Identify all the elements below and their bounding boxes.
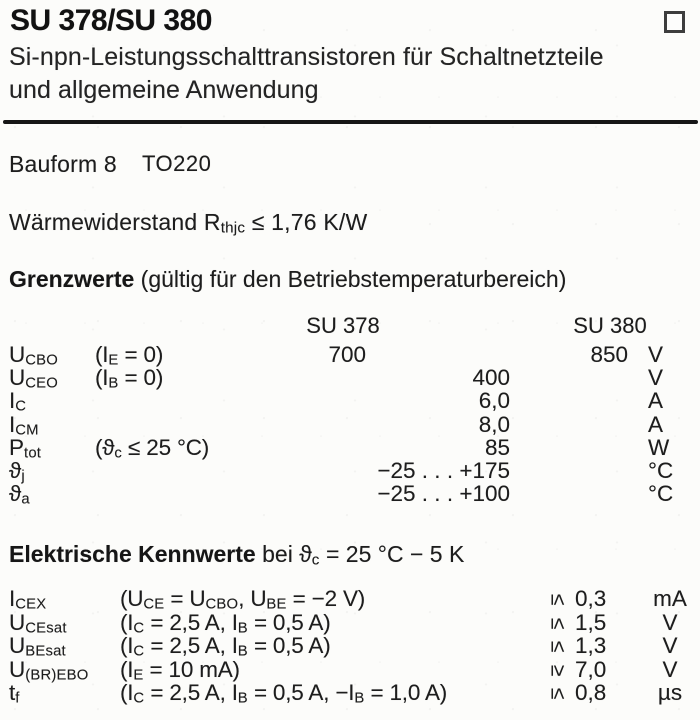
column-header-su378: SU 378 — [306, 313, 380, 338]
subtitle-line-2: und allgemeine Anwendung — [9, 76, 319, 104]
shared-value: −25 . . . +100 — [377, 481, 510, 507]
test-condition: (ϑc ≤ 25 °C) — [95, 434, 210, 462]
limits-section-heading — [9, 266, 566, 293]
limits-table-row — [0, 481, 700, 508]
limit-value: 1,3 — [575, 633, 607, 658]
parameter-symbol: ϑa — [9, 481, 30, 508]
relation-symbol — [545, 634, 571, 658]
package-type: TO220 — [142, 151, 212, 176]
page-title: SU 378/SU 380 — [10, 4, 212, 37]
relation-symbol — [545, 587, 571, 611]
limits-table-row — [0, 413, 700, 436]
parameter-symbol: Ptot — [9, 434, 42, 462]
limits-heading-bold: Grenzwerte — [9, 266, 135, 292]
limits-heading-rest: (gültig für den Betriebstemperaturbereich) — [134, 266, 567, 292]
parameter-symbol: ICM — [9, 411, 39, 438]
parameter-symbol: ϑj — [9, 458, 25, 485]
shared-value: −25 . . . +175 — [377, 458, 510, 483]
unit-cell: V — [648, 342, 664, 367]
unit-cell: mA — [653, 586, 687, 611]
limit-value: 0,8 — [575, 680, 607, 705]
unit-cell: V — [648, 365, 664, 391]
horizontal-rule — [3, 120, 698, 124]
unit-cell: °C — [648, 458, 674, 483]
corner-square-icon — [664, 11, 685, 33]
limits-table-row — [0, 458, 700, 485]
su380-value: 850 — [590, 342, 628, 367]
relation-symbol — [545, 681, 571, 705]
parameter-symbol: UBEsat — [9, 633, 66, 660]
electrical-table-row — [0, 633, 700, 660]
electrical-heading-bold: Elektrische Kennwerte — [9, 541, 256, 567]
limits-table-row — [0, 434, 700, 462]
limit-value: 0,3 — [575, 586, 607, 611]
su378-value: 700 — [328, 342, 366, 367]
unit-cell: V — [662, 656, 678, 682]
less-equal-icon: ≤ — [546, 687, 570, 700]
relation-symbol — [545, 658, 571, 682]
electrical-heading-rest: bei ϑc = 25 °C − 5 K — [255, 541, 465, 569]
test-condition: (IE = 10 mA) — [120, 656, 240, 683]
unit-cell: A — [648, 411, 664, 437]
parameter-symbol: UCBO — [9, 342, 59, 369]
thermal-resistance-line: Wärmewiderstand Rthjc ≤ 1,76 K/W — [9, 209, 368, 237]
unit-cell: V — [662, 633, 678, 658]
test-condition: (IE = 0) — [95, 342, 164, 369]
less-equal-icon: ≤ — [546, 617, 570, 629]
test-condition: (IC = 2,5 A, IB = 0,5 A) — [120, 609, 331, 636]
unit-cell: A — [648, 388, 664, 414]
shared-value: 400 — [472, 365, 510, 391]
package-line — [9, 151, 212, 178]
relation-symbol — [545, 611, 571, 635]
electrical-table-row — [0, 611, 700, 634]
test-condition: (IC = 2,5 A, IB = 0,5 A, −IB = 1,0 A) — [120, 680, 448, 707]
parameter-symbol: UCEO — [9, 365, 59, 392]
parameter-symbol: ICEX — [9, 586, 47, 613]
parameter-symbol: U(BR)EBO — [9, 656, 89, 683]
bauform-label: Bauform 8 — [9, 151, 117, 177]
greater-equal-icon: ≥ — [546, 664, 570, 676]
parameter-symbol: IC — [9, 388, 27, 415]
shared-value: 6,0 — [478, 388, 510, 414]
shared-value: 8,0 — [478, 411, 510, 437]
electrical-table-row — [0, 658, 700, 681]
limit-value: 1,5 — [575, 609, 607, 635]
limits-table-row — [0, 342, 700, 369]
subtitle-line-1: Si-npn-Leistungsschalttransistoren für Schaltnetzteile — [9, 43, 604, 71]
unit-cell: µs — [657, 680, 683, 705]
test-condition: (UCE = UCBO, UBE = −2 V) — [120, 586, 366, 613]
electrical-table-row — [0, 680, 700, 707]
parameter-symbol: tf — [9, 680, 20, 707]
shared-value: 85 — [484, 434, 510, 460]
electrical-section-heading — [9, 541, 464, 568]
limits-table-row — [0, 388, 700, 415]
less-equal-icon: ≤ — [546, 640, 570, 653]
limits-table-row — [0, 365, 700, 392]
test-condition: (IC = 2,5 A, IB = 0,5 A) — [120, 633, 331, 660]
electrical-table-row — [0, 586, 700, 613]
test-condition: (IB = 0) — [95, 365, 164, 392]
less-equal-icon: ≤ — [546, 593, 570, 606]
unit-cell: °C — [648, 481, 674, 507]
parameter-symbol: UCEsat — [9, 609, 67, 636]
column-header-su380: SU 380 — [573, 313, 647, 338]
unit-cell: W — [648, 434, 670, 460]
limits-table-header — [0, 313, 700, 337]
unit-cell: V — [662, 609, 678, 635]
limit-value: 7,0 — [575, 656, 607, 682]
